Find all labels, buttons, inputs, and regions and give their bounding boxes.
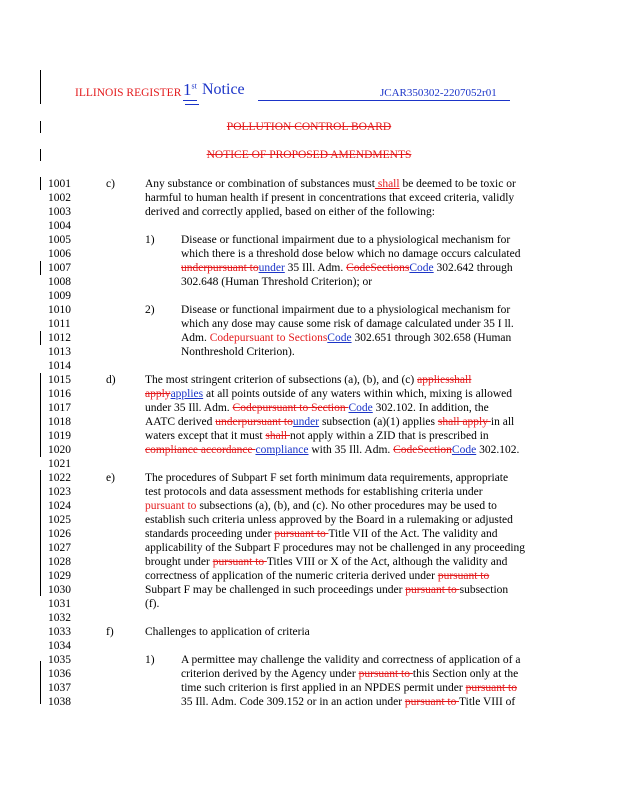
deleted-text: underpursuant to xyxy=(181,262,259,274)
change-bar xyxy=(40,661,41,704)
label-f: f) xyxy=(106,626,114,638)
change-bar xyxy=(40,373,41,457)
line-number: 1021 xyxy=(48,458,71,470)
body-text: subsections (a), (b), and (c). No other procedures may be used to xyxy=(199,500,497,512)
inserted-text: Code xyxy=(409,262,434,274)
inserted-text: compliance xyxy=(255,444,309,456)
changed-text: Codepursuant to Sections xyxy=(209,332,328,344)
line-number: 1026 xyxy=(48,528,71,540)
body-text: Title VII of the Act. The validity and xyxy=(328,528,498,540)
line-number: 1028 xyxy=(48,556,71,568)
body-text: 302.102. In addition, the xyxy=(372,402,489,414)
deleted-text: CodeSection xyxy=(393,444,452,456)
body-text: 35 Ill. Adm. xyxy=(284,262,347,274)
inserted-text: under xyxy=(292,416,320,428)
label-e: e) xyxy=(106,472,115,484)
inserted-text: Code xyxy=(327,332,352,344)
line-number: 1019 xyxy=(48,430,71,442)
line-number: 1007 xyxy=(48,262,71,274)
text-line xyxy=(181,695,515,709)
line-number: 1017 xyxy=(48,402,71,414)
change-bar xyxy=(40,470,41,596)
text-line xyxy=(181,317,514,331)
text-line xyxy=(145,541,525,555)
line-number: 1018 xyxy=(48,416,71,428)
change-bar xyxy=(40,331,41,345)
label-d: d) xyxy=(106,374,116,386)
body-text: with 35 Ill. Adm. xyxy=(308,444,394,456)
body-text: which there is a threshold dose below which no damage occurs calculated xyxy=(181,248,521,260)
text-line xyxy=(181,247,520,261)
deleted-text: CodeSections xyxy=(346,262,410,274)
deleted-text: compliance accordance xyxy=(145,444,256,456)
text-line xyxy=(145,429,489,443)
text-line xyxy=(181,233,510,247)
text-line xyxy=(145,555,507,569)
body-text: at all points outside of any waters within which, mixing is allowed xyxy=(203,388,512,400)
inserted-text: Code xyxy=(451,444,477,456)
inserted-text: under xyxy=(258,262,285,274)
board-title: POLLUTION CONTROL BOARD xyxy=(226,121,392,133)
double-underline xyxy=(185,104,199,105)
text-line xyxy=(145,485,483,499)
body-text: under 35 Ill. Adm. xyxy=(145,402,233,414)
text-line xyxy=(145,527,498,541)
line-number: 1035 xyxy=(48,654,71,666)
text-line xyxy=(145,387,512,401)
body-text: 302.102. xyxy=(476,444,520,456)
body-text: Disease or functional impairment due to a physiological mechanism for xyxy=(181,234,511,246)
text-line xyxy=(145,177,516,191)
deleted-text: appliesshall xyxy=(417,374,472,386)
label-c2: 2) xyxy=(145,304,155,316)
line-number: 1037 xyxy=(48,682,71,694)
line-number: 1024 xyxy=(48,500,71,512)
line-number: 1034 xyxy=(48,640,71,652)
line-number: 1003 xyxy=(48,206,71,218)
body-text: standards proceeding under xyxy=(145,528,275,540)
body-text: criterion derived by the Agency under xyxy=(181,668,359,680)
text-line xyxy=(145,597,159,611)
line-number: 1011 xyxy=(48,318,71,330)
body-text: Title VIII of xyxy=(459,696,516,708)
text-line xyxy=(145,569,489,583)
line-number: 1013 xyxy=(48,346,71,358)
body-text: not apply within a ZID that is prescribed in xyxy=(290,430,489,442)
text-line xyxy=(181,331,511,345)
body-text: Adm. xyxy=(181,332,210,344)
notice-title: NOTICE OF PROPOSED AMENDMENTS xyxy=(206,149,412,161)
body-text: derived and correctly applied, based on either of the following: xyxy=(145,206,435,218)
body-text: 35 Ill. Adm. Code 309.152 or in an action under xyxy=(181,696,405,708)
text-line xyxy=(145,471,508,485)
body-text: 302.642 through xyxy=(433,262,513,274)
line-number: 1012 xyxy=(48,332,71,344)
body-text: Any substance or combination of substances must xyxy=(145,178,375,190)
text-line xyxy=(181,653,520,667)
line-number: 1025 xyxy=(48,514,71,526)
body-text: Nonthreshold Criterion). xyxy=(181,346,295,358)
line-number: 1009 xyxy=(48,290,71,302)
line-number: 1002 xyxy=(48,192,71,204)
body-text: brought under xyxy=(145,556,213,568)
body-text: AATC derived xyxy=(145,416,216,428)
text-line xyxy=(145,191,514,205)
body-text: in all xyxy=(490,416,515,428)
line-number: 1031 xyxy=(48,598,71,610)
line-number: 1004 xyxy=(48,220,71,232)
body-text: applicability of the Subpart F procedures may not be challenged in any proceeding xyxy=(145,542,526,554)
body-text: Subpart F may be challenged in such proceedings under xyxy=(145,584,406,596)
text-line xyxy=(145,443,519,457)
body-text: Disease or functional impairment due to a physiological mechanism for xyxy=(181,304,511,316)
header-underline xyxy=(258,100,510,101)
deleted-text: pursuant to xyxy=(212,556,267,568)
line-number: 1030 xyxy=(48,584,71,596)
text-line xyxy=(145,401,489,415)
line-number: 1038 xyxy=(48,696,71,708)
deleted-text: pursuant to xyxy=(465,682,518,694)
change-bar xyxy=(40,177,41,190)
register-number-suffix: st xyxy=(191,81,197,91)
deleted-text: pursuant to xyxy=(437,570,490,582)
deleted-text: pursuant to xyxy=(358,668,413,680)
text-line xyxy=(145,499,497,513)
text-line xyxy=(145,513,513,527)
text-line xyxy=(181,261,513,275)
text-line xyxy=(145,625,310,639)
body-text: 302.648 (Human Threshold Criterion); or xyxy=(181,276,373,288)
text-line xyxy=(145,373,471,387)
label-f1: 1) xyxy=(145,654,155,666)
line-number: 1014 xyxy=(48,360,71,372)
line-number: 1005 xyxy=(48,234,71,246)
body-text: time such criterion is first applied in an NPDES permit under xyxy=(181,682,466,694)
line-number: 1010 xyxy=(48,304,71,316)
register-number-value: 1 xyxy=(183,80,192,99)
text-line xyxy=(181,681,517,695)
body-text: 302.651 through 302.658 (Human xyxy=(351,332,512,344)
body-text: subsection (a)(1) applies xyxy=(319,416,438,428)
body-text: which any dose may cause some risk of damage calculated under 35 I ll. xyxy=(181,318,514,330)
line-number: 1006 xyxy=(48,248,71,260)
deleted-text: pursuant to xyxy=(404,696,459,708)
body-text: waters except that it must xyxy=(145,430,266,442)
line-number: 1022 xyxy=(48,472,71,484)
text-line xyxy=(181,667,518,681)
body-text: be deemed to be toxic or xyxy=(399,178,516,190)
line-number: 1029 xyxy=(48,570,71,582)
line-number: 1033 xyxy=(48,626,71,638)
body-text: establish such criteria unless approved by the Board in a rulemaking or adjusted xyxy=(145,514,513,526)
change-bar xyxy=(40,261,41,275)
deleted-text: shall xyxy=(265,430,291,442)
line-number: 1001 xyxy=(48,178,71,190)
line-number: 1008 xyxy=(48,276,71,288)
inserted-text: shall xyxy=(374,178,400,190)
line-number: 1020 xyxy=(48,444,71,456)
line-number: 1015 xyxy=(48,374,71,386)
body-text: test protocols and data assessment methods for establishing criteria under xyxy=(145,486,483,498)
body-text: A permittee may challenge the validity and correctness of application of a xyxy=(181,654,521,666)
body-text: subsection xyxy=(459,584,509,596)
inserted-text: Code xyxy=(348,402,373,414)
inserted-text: applies xyxy=(170,388,204,400)
deleted-text: underpursuant to xyxy=(215,416,293,428)
deleted-text: pursuant to xyxy=(274,528,329,540)
deleted-text: shall apply xyxy=(437,416,491,428)
register-number xyxy=(183,80,197,101)
text-line xyxy=(181,275,372,289)
jcar-id: JCAR350302-2207052r01 xyxy=(380,87,497,99)
text-line xyxy=(181,345,295,359)
notice-label: Notice xyxy=(202,81,245,98)
text-line xyxy=(145,205,435,219)
line-number: 1027 xyxy=(48,542,71,554)
text-line xyxy=(181,303,510,317)
body-text: this Section only at the xyxy=(412,668,519,680)
deleted-text: apply xyxy=(145,388,171,400)
line-number: 1023 xyxy=(48,486,71,498)
line-number: 1016 xyxy=(48,388,71,400)
body-text: correctness of application of the numeric criteria derived under xyxy=(145,570,438,582)
changed-text: pursuant to xyxy=(145,500,200,512)
body-text: (f). xyxy=(145,598,160,610)
deleted-text: Codepursuant to Section xyxy=(232,402,349,414)
label-c1: 1) xyxy=(145,234,155,246)
register-title: ILLINOIS REGISTER xyxy=(75,87,182,99)
body-text: Titles VIII or X of the Act, although the validity and xyxy=(266,556,508,568)
line-number: 1036 xyxy=(48,668,71,680)
deleted-text: pursuant to xyxy=(405,584,460,596)
body-text: The procedures of Subpart F set forth minimum data requirements, appropriate xyxy=(145,472,509,484)
line-number: 1032 xyxy=(48,612,71,624)
body-text: The most stringent criterion of subsections (a), (b), and (c) xyxy=(145,374,418,386)
body-text: Challenges to application of criteria xyxy=(145,626,310,638)
text-line xyxy=(145,583,508,597)
text-line xyxy=(145,415,514,429)
label-c: c) xyxy=(106,178,115,190)
change-bar xyxy=(40,70,41,104)
body-text: harmful to human health if present in concentrations that exceed criteria, validly xyxy=(145,192,515,204)
